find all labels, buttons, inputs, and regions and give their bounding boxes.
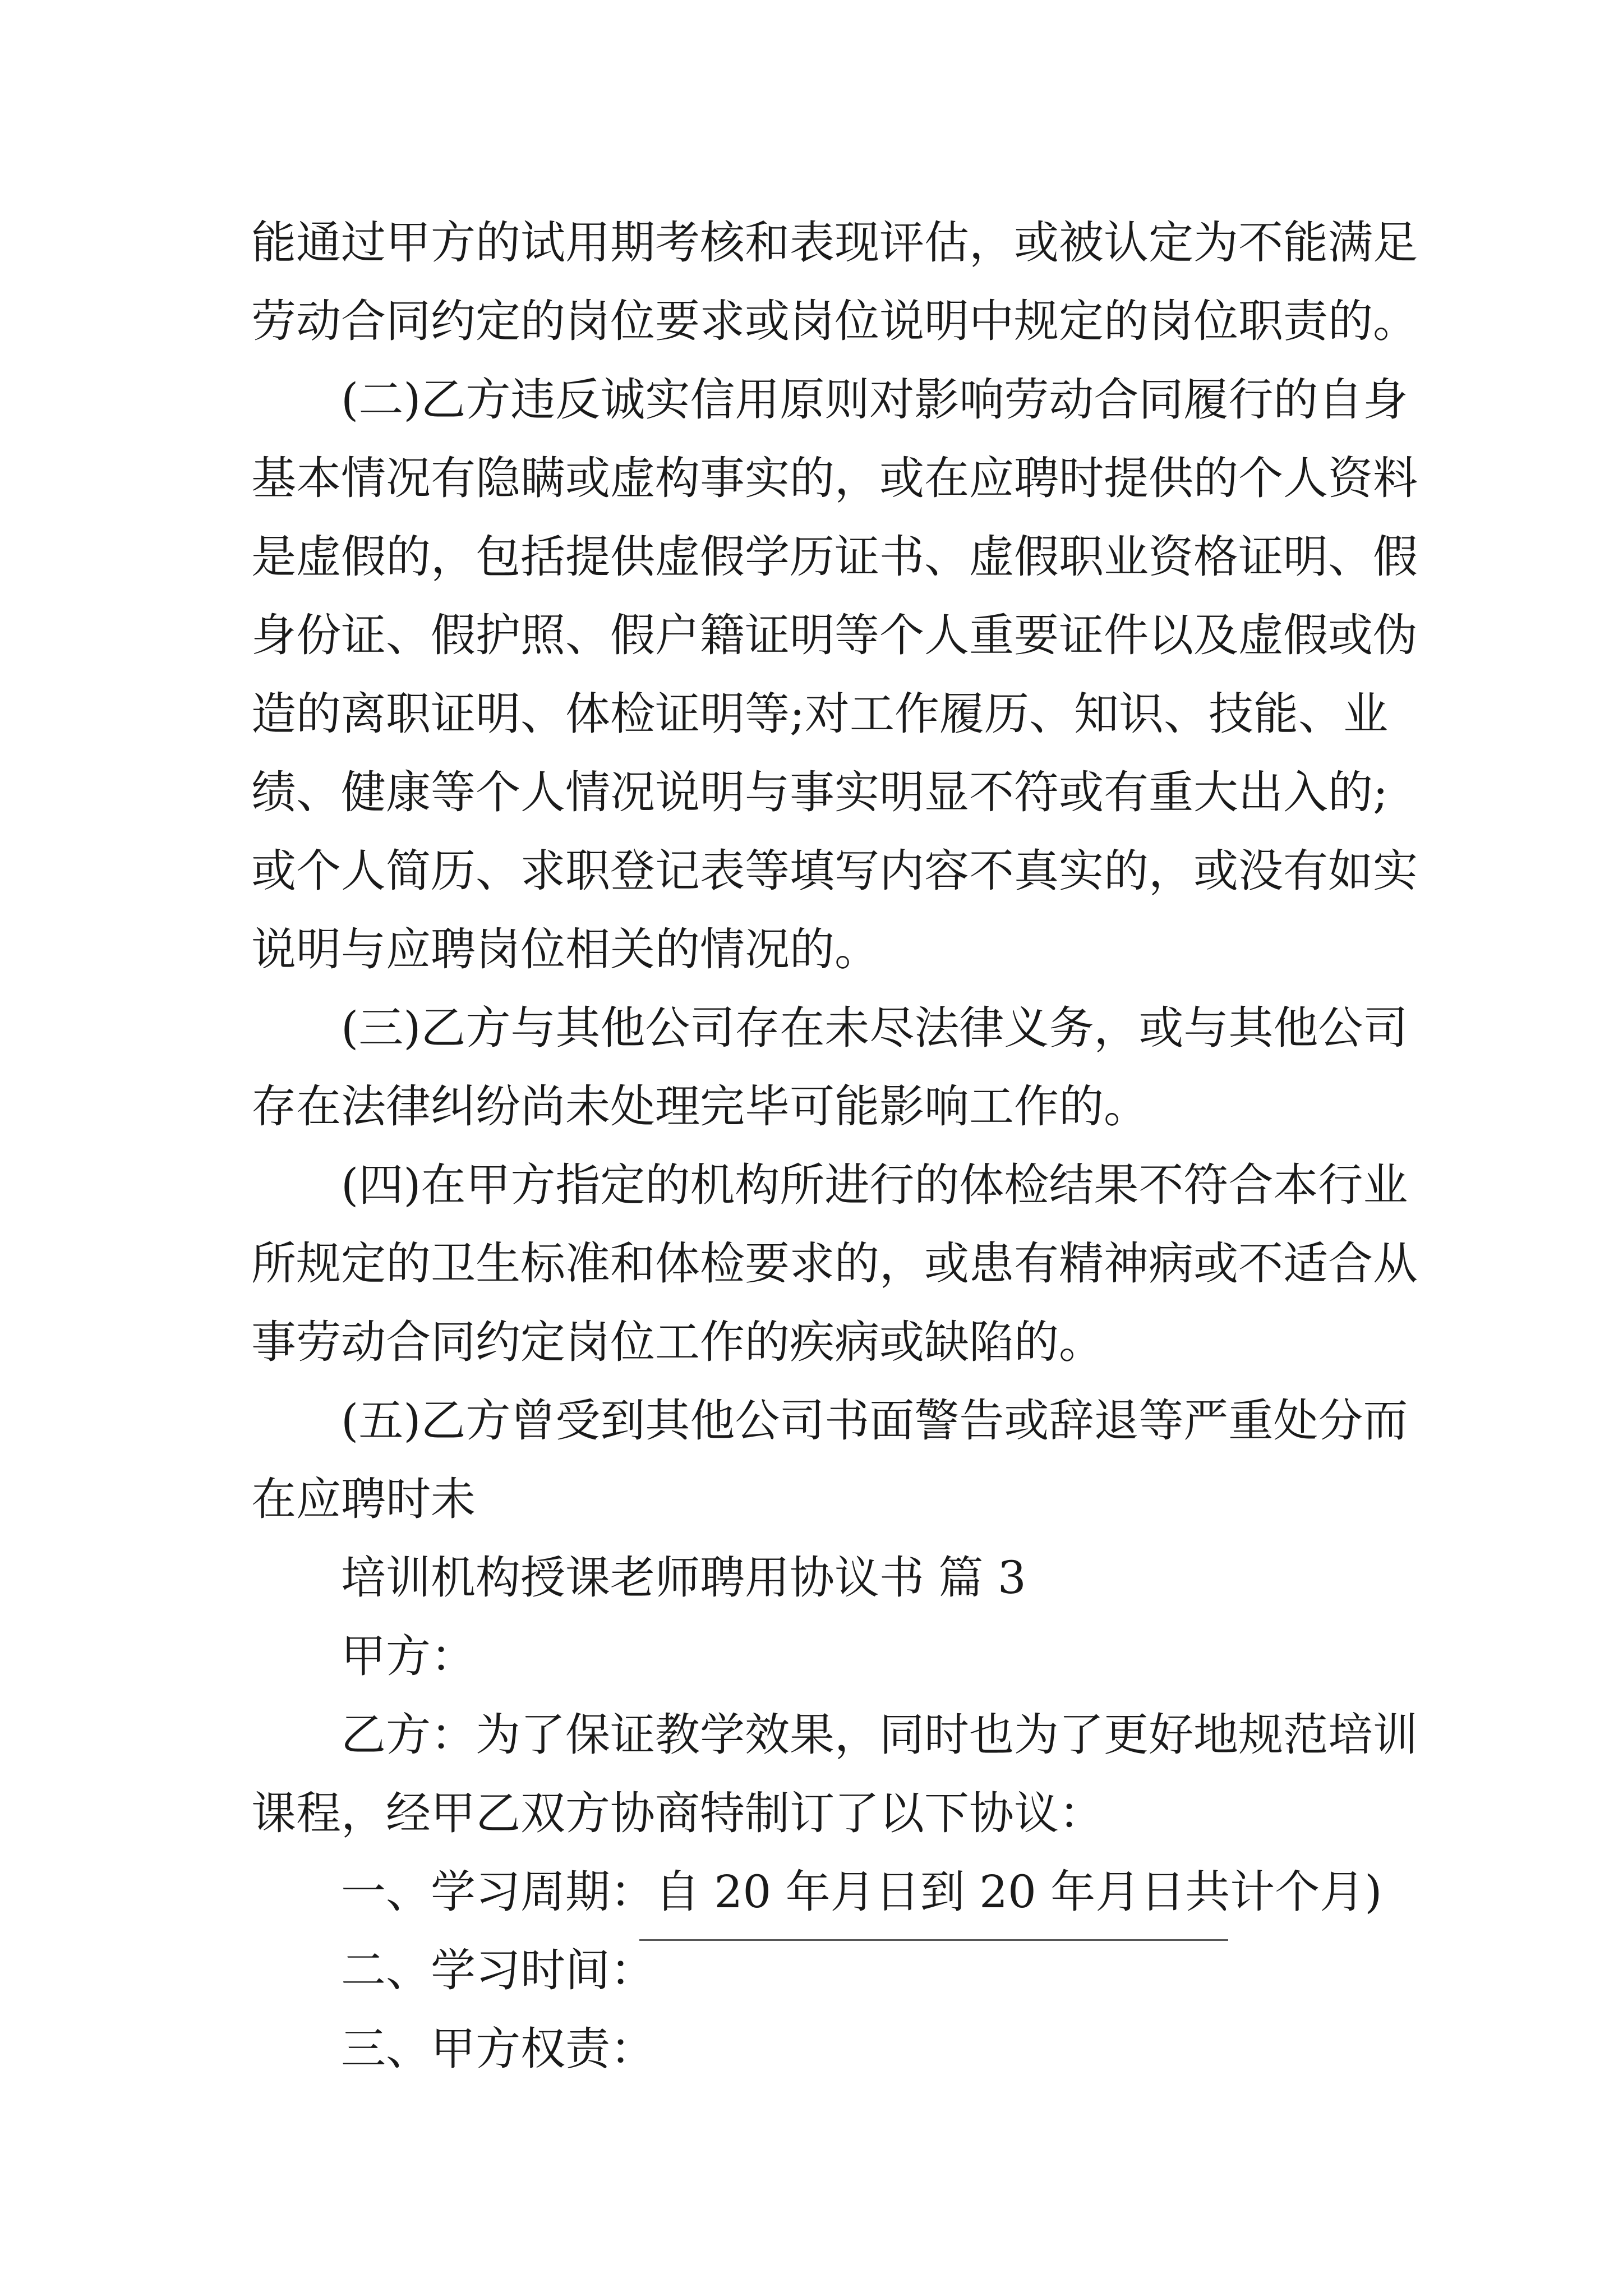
body-text-line: 在应聘时未: [251, 1473, 476, 1525]
body-text-line: 或个人简历、求职登记表等填写内容不真实的，或没有如实: [251, 845, 1418, 897]
body-text-line: 绩、健康等个人情况说明与事实明显不符或有重大出入的;: [251, 766, 1388, 818]
body-text-line: 课程，经甲乙双方协商特制订了以下协议：: [251, 1787, 1104, 1839]
party-a-line: 甲方：: [341, 1630, 476, 1682]
body-text-line: 能通过甲方的试用期考核和表现评估，或被认定为不能满足: [251, 217, 1418, 269]
clause-party-a-duties: 三、甲方权责：: [341, 2023, 655, 2075]
party-b-line: 乙方：为了保证教学效果，同时也为了更好地规范培训: [341, 1709, 1418, 1761]
fill-in-blank-line: [639, 1939, 1228, 1941]
body-text-line: 身份证、假护照、假户籍证明等个人重要证件以及虚假或伪: [251, 609, 1418, 661]
body-text-line: 劳动合同约定的岗位要求或岗位说明中规定的岗位职责的。: [251, 295, 1418, 347]
body-text-line: 造的离职证明、体检证明等;对工作履历、知识、技能、业: [251, 688, 1388, 740]
body-text-line: 说明与应聘岗位相关的情况的。: [251, 923, 879, 976]
paragraph-2-start: (二)乙方违反诚实信用原则对影响劳动合同履行的自身: [341, 374, 1408, 426]
body-text-line: 基本情况有隐瞒或虚构事实的，或在应聘时提供的个人资料: [251, 452, 1418, 504]
paragraph-5-start: (五)乙方曾受到其他公司书面警告或辞退等严重处分而: [341, 1395, 1408, 1447]
body-text-line: 所规定的卫生标准和体检要求的，或患有精神病或不适合从: [251, 1237, 1418, 1290]
paragraph-4-start: (四)在甲方指定的机构所进行的体检结果不符合本行业: [341, 1159, 1408, 1211]
body-text-line: 存在法律纠纷尚未处理完毕可能影响工作的。: [251, 1080, 1149, 1133]
clause-study-period: 一、学习周期：自 20 年月日到 20 年月日共计个月): [341, 1866, 1382, 1918]
body-text-line: 是虚假的，包括提供虚假学历证书、虚假职业资格证明、假: [251, 531, 1418, 583]
clause-study-time: 二、学习时间：: [341, 1944, 655, 1996]
paragraph-3-start: (三)乙方与其他公司存在未尽法律义务，或与其他公司: [341, 1002, 1408, 1054]
body-text-line: 事劳动合同约定岗位工作的疾病或缺陷的。: [251, 1316, 1104, 1368]
section-title: 培训机构授课老师聘用协议书 篇 3: [341, 1552, 1026, 1604]
